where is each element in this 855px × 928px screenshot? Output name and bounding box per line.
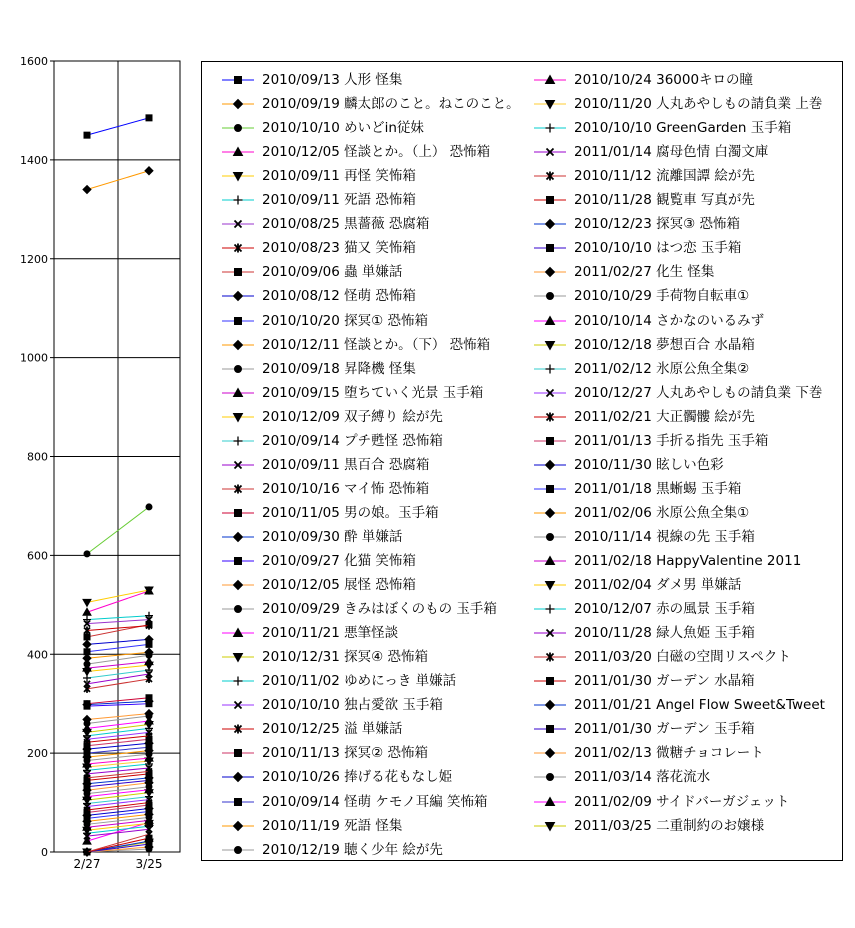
legend-swatch bbox=[220, 286, 256, 306]
legend-swatch bbox=[220, 671, 256, 691]
legend-item bbox=[532, 551, 852, 571]
legend-swatch bbox=[532, 190, 568, 210]
legend-item bbox=[532, 816, 852, 836]
line-chart bbox=[0, 0, 200, 928]
legend-label: 2010/09/29 きみはぼくのもの 玉手箱 bbox=[262, 601, 497, 618]
legend-label: 2010/12/31 探冥④ 恐怖箱 bbox=[262, 649, 428, 666]
legend-swatch bbox=[220, 840, 256, 860]
legend-swatch bbox=[220, 767, 256, 787]
legend-item bbox=[220, 94, 540, 114]
legend-item bbox=[220, 359, 540, 379]
legend-item bbox=[532, 503, 852, 523]
legend-label: 2010/08/23 猫又 笑怖箱 bbox=[262, 240, 416, 257]
legend-marker bbox=[234, 677, 243, 686]
legend-swatch bbox=[532, 70, 568, 90]
legend-label: 2010/12/11 怪談とか。（下） 恐怖箱 bbox=[262, 336, 491, 353]
legend-item bbox=[220, 840, 540, 860]
legend-swatch bbox=[532, 455, 568, 475]
legend-marker bbox=[234, 773, 243, 782]
legend-item bbox=[220, 671, 540, 691]
legend-marker bbox=[235, 269, 242, 276]
y-tick-label: 1000 bbox=[20, 351, 48, 365]
legend-swatch bbox=[220, 719, 256, 739]
legend-swatch bbox=[220, 94, 256, 114]
legend-item bbox=[532, 142, 852, 162]
legend-item bbox=[220, 767, 540, 787]
legend-label: 2011/01/30 ガーデン 玉手箱 bbox=[574, 721, 755, 738]
legend-item bbox=[220, 311, 540, 331]
legend-label: 2011/02/12 氷原公魚全集② bbox=[574, 360, 750, 377]
legend-label: 2011/03/14 落花流水 bbox=[574, 769, 711, 786]
legend-item bbox=[220, 118, 540, 138]
legend-item bbox=[532, 623, 852, 643]
x-tick-label: 3/25 bbox=[135, 857, 163, 871]
legend-swatch bbox=[532, 238, 568, 258]
legend-item bbox=[532, 767, 852, 787]
legend-item bbox=[220, 479, 540, 499]
legend-item bbox=[532, 575, 852, 595]
legend-swatch bbox=[220, 407, 256, 427]
legend-swatch bbox=[220, 311, 256, 331]
legend-label: 2010/09/19 麟太郎のこと。ねこのこと。 bbox=[262, 96, 520, 113]
legend-label: 2010/08/12 怪萌 恐怖箱 bbox=[262, 288, 416, 305]
legend-label: 2010/12/27 人丸あやしもの請負業 下巻 bbox=[574, 384, 823, 401]
data-point bbox=[84, 132, 90, 138]
legend-swatch bbox=[532, 623, 568, 643]
legend-swatch bbox=[220, 479, 256, 499]
legend-swatch bbox=[532, 575, 568, 595]
legend-label: 2010/11/28 観覧車 写真が先 bbox=[574, 192, 755, 209]
legend-label: 2010/09/18 昇降機 怪集 bbox=[262, 360, 416, 377]
legend-item bbox=[220, 551, 540, 571]
legend-swatch bbox=[220, 816, 256, 836]
legend-label: 2010/10/10 独占愛欲 玉手箱 bbox=[262, 697, 443, 714]
legend-label: 2010/10/16 マイ怖 恐怖箱 bbox=[262, 480, 430, 497]
legend-marker bbox=[234, 196, 243, 205]
legend-marker bbox=[235, 750, 242, 757]
legend-marker bbox=[547, 485, 554, 492]
legend-item bbox=[532, 743, 852, 763]
legend-swatch bbox=[220, 262, 256, 282]
y-tick-label: 800 bbox=[27, 450, 48, 464]
grid-lines bbox=[54, 61, 180, 852]
legend-swatch bbox=[220, 551, 256, 571]
legend-swatch bbox=[532, 551, 568, 571]
legend-item bbox=[220, 743, 540, 763]
legend-swatch bbox=[532, 383, 568, 403]
legend-label: 2010/09/13 人形 怪集 bbox=[262, 72, 403, 88]
legend-swatch bbox=[220, 70, 256, 90]
legend-item bbox=[220, 455, 540, 475]
legend-swatch bbox=[532, 431, 568, 451]
data-point bbox=[146, 115, 152, 121]
legend-label: 2010/12/23 探冥③ 恐怖箱 bbox=[574, 216, 740, 233]
legend-swatch bbox=[532, 792, 568, 812]
legend-label: 2010/11/13 探冥② 恐怖箱 bbox=[262, 745, 428, 762]
legend-marker bbox=[235, 846, 242, 853]
data-point bbox=[146, 695, 152, 701]
legend-marker bbox=[235, 509, 242, 516]
legend-item bbox=[220, 190, 540, 210]
legend-label: 2010/09/30 酔 単嫌話 bbox=[262, 528, 403, 545]
legend-label: 2010/11/02 ゆめにっき 単嫌話 bbox=[262, 673, 457, 690]
y-tick-label: 200 bbox=[27, 747, 48, 761]
legend-marker bbox=[234, 436, 243, 445]
x-tick-label: 2/27 bbox=[73, 857, 101, 871]
legend-swatch bbox=[532, 503, 568, 523]
legend-label: 2011/02/21 大正髑髏 絵が先 bbox=[574, 408, 755, 425]
legend-swatch bbox=[532, 335, 568, 355]
legend-item bbox=[532, 214, 852, 234]
legend-marker bbox=[546, 220, 555, 229]
legend-item bbox=[220, 503, 540, 523]
y-tick-label: 0 bbox=[41, 846, 48, 859]
legend-label: 2010/12/07 赤の風景 玉手箱 bbox=[574, 601, 755, 618]
legend-swatch bbox=[532, 262, 568, 282]
legend-label: 2011/02/18 HappyValentine 2011 bbox=[574, 553, 802, 569]
legend-marker bbox=[547, 245, 554, 252]
legend-item bbox=[532, 94, 852, 114]
legend-marker bbox=[234, 821, 243, 830]
legend-swatch bbox=[532, 695, 568, 715]
data-point bbox=[84, 551, 90, 557]
legend-swatch bbox=[220, 214, 256, 234]
legend-marker bbox=[546, 460, 555, 469]
legend-swatch bbox=[220, 118, 256, 138]
legend-label: 2010/09/15 堕ちていく光景 玉手箱 bbox=[262, 384, 484, 401]
legend-item bbox=[220, 335, 540, 355]
legend-swatch bbox=[532, 94, 568, 114]
legend-marker bbox=[234, 340, 243, 349]
legend-item bbox=[220, 431, 540, 451]
legend-swatch bbox=[532, 407, 568, 427]
legend-item bbox=[220, 214, 540, 234]
legend-marker bbox=[547, 726, 554, 733]
legend-swatch bbox=[220, 647, 256, 667]
legend-swatch bbox=[220, 527, 256, 547]
legend-marker bbox=[234, 292, 243, 301]
y-tick-label: 1600 bbox=[20, 55, 48, 68]
legend-swatch bbox=[532, 816, 568, 836]
data-point bbox=[84, 649, 90, 655]
legend-label: 2011/01/30 ガーデン 水晶箱 bbox=[574, 673, 755, 690]
legend-swatch bbox=[532, 479, 568, 499]
legend-swatch bbox=[532, 311, 568, 331]
legend-marker bbox=[546, 124, 555, 133]
legend-swatch bbox=[220, 359, 256, 379]
legend-label: 2010/09/06 蟲 単嫌話 bbox=[262, 264, 403, 281]
legend-item bbox=[220, 527, 540, 547]
legend-swatch bbox=[220, 623, 256, 643]
legend-label: 2010/12/25 溢 単嫌話 bbox=[262, 721, 403, 738]
legend-item bbox=[532, 527, 852, 547]
legend-item bbox=[532, 455, 852, 475]
legend-item bbox=[532, 166, 852, 186]
legend-swatch bbox=[220, 503, 256, 523]
legend-label: 2010/09/11 黒百合 恐腐箱 bbox=[262, 456, 430, 473]
legend-swatch bbox=[532, 527, 568, 547]
legend-swatch bbox=[532, 142, 568, 162]
legend-marker bbox=[235, 798, 242, 805]
legend-label: 2011/01/21 Angel Flow Sweet&Tweet bbox=[574, 697, 825, 714]
legend-label: 2010/09/14 プチ甦怪 恐怖箱 bbox=[262, 432, 443, 449]
legend-label: 2010/10/10 GreenGarden 玉手箱 bbox=[574, 120, 792, 137]
legend-swatch bbox=[532, 671, 568, 691]
legend-swatch bbox=[220, 792, 256, 812]
legend-marker bbox=[547, 293, 554, 300]
legend-item bbox=[220, 286, 540, 306]
data-point bbox=[84, 634, 90, 640]
legend-marker bbox=[546, 364, 555, 373]
legend-swatch bbox=[220, 383, 256, 403]
legend-marker bbox=[547, 197, 554, 204]
legend-label: 2010/10/26 捧げる花もなし姫 bbox=[262, 769, 453, 786]
legend-item bbox=[220, 792, 540, 812]
legend-item bbox=[532, 407, 852, 427]
legend-label: 2011/01/18 黒蜥蜴 玉手箱 bbox=[574, 480, 742, 497]
legend-label: 2011/02/09 サイドバーガジェット bbox=[574, 793, 790, 810]
legend-swatch bbox=[532, 118, 568, 138]
legend-label: 2010/11/28 緑人魚姫 玉手箱 bbox=[574, 625, 755, 642]
y-tick-label: 600 bbox=[27, 549, 48, 563]
legend-marker bbox=[546, 701, 555, 710]
legend-item bbox=[532, 311, 852, 331]
legend-label: 2010/11/30 眩しい色彩 bbox=[574, 456, 724, 473]
legend-label: 2010/12/19 聴く少年 絵が先 bbox=[262, 841, 443, 858]
legend-swatch bbox=[532, 767, 568, 787]
legend-label: 2010/10/10 めいどin従妹 bbox=[262, 120, 424, 137]
legend-item bbox=[220, 238, 540, 258]
legend-label: 2010/10/14 さかなのいるみず bbox=[574, 312, 765, 329]
legend-item bbox=[532, 431, 852, 451]
legend-label: 2010/11/21 悪筆怪談 bbox=[262, 625, 399, 642]
legend-item bbox=[532, 719, 852, 739]
legend-swatch bbox=[220, 575, 256, 595]
legend-item bbox=[532, 238, 852, 258]
legend-label: 2010/10/29 手荷物自転車① bbox=[574, 288, 750, 305]
legend-item bbox=[220, 623, 540, 643]
legend-marker bbox=[546, 508, 555, 517]
legend-marker bbox=[235, 77, 242, 84]
legend-marker bbox=[235, 317, 242, 324]
legend-item bbox=[532, 70, 852, 90]
legend-item bbox=[532, 118, 852, 138]
legend-marker bbox=[235, 606, 242, 613]
legend-swatch bbox=[532, 599, 568, 619]
legend-label: 2011/02/04 ダメ男 単嫌話 bbox=[574, 577, 742, 594]
legend-item bbox=[532, 479, 852, 499]
legend-swatch bbox=[220, 166, 256, 186]
legend-item bbox=[532, 335, 852, 355]
legend-marker bbox=[235, 365, 242, 372]
legend-swatch bbox=[532, 359, 568, 379]
legend-item bbox=[220, 166, 540, 186]
legend-swatch bbox=[532, 166, 568, 186]
legend-item bbox=[220, 142, 540, 162]
legend-swatch bbox=[532, 647, 568, 667]
legend-item bbox=[220, 816, 540, 836]
legend-item bbox=[532, 792, 852, 812]
legend-swatch bbox=[220, 190, 256, 210]
legend-label: 2010/09/11 再怪 笑怖箱 bbox=[262, 168, 416, 185]
legend-marker bbox=[547, 774, 554, 781]
legend-swatch bbox=[220, 335, 256, 355]
legend bbox=[201, 61, 843, 861]
legend-swatch bbox=[220, 743, 256, 763]
legend-item bbox=[532, 695, 852, 715]
legend-item bbox=[532, 359, 852, 379]
legend-marker bbox=[547, 533, 554, 540]
y-tick-label: 1400 bbox=[20, 153, 48, 167]
legend-label: 2011/02/13 微糖チョコレート bbox=[574, 745, 764, 762]
legend-item bbox=[220, 695, 540, 715]
legend-marker bbox=[234, 581, 243, 590]
legend-label: 2011/01/14 腐母色情 白濁文庫 bbox=[574, 144, 769, 161]
legend-swatch bbox=[532, 214, 568, 234]
legend-label: 2010/10/10 はつ恋 玉手箱 bbox=[574, 240, 742, 257]
legend-marker bbox=[547, 437, 554, 444]
legend-label: 2011/02/06 氷原公魚全集① bbox=[574, 504, 750, 521]
legend-item bbox=[532, 286, 852, 306]
legend-label: 2010/12/05 展怪 恐怖箱 bbox=[262, 577, 416, 594]
legend-item bbox=[532, 671, 852, 691]
legend-label: 2010/11/20 人丸あやしもの請負業 上巻 bbox=[574, 96, 823, 113]
legend-item bbox=[220, 383, 540, 403]
legend-item bbox=[220, 647, 540, 667]
legend-item bbox=[220, 407, 540, 427]
legend-swatch bbox=[220, 142, 256, 162]
legend-item bbox=[220, 262, 540, 282]
legend-swatch bbox=[220, 238, 256, 258]
data-point bbox=[84, 701, 90, 707]
legend-swatch bbox=[220, 431, 256, 451]
legend-marker bbox=[546, 268, 555, 277]
legend-label: 2010/10/20 探冥① 恐怖箱 bbox=[262, 312, 428, 329]
legend-item bbox=[532, 190, 852, 210]
legend-item bbox=[220, 719, 540, 739]
legend-swatch bbox=[220, 695, 256, 715]
legend-marker bbox=[235, 558, 242, 565]
legend-label: 2010/09/27 化猫 笑怖箱 bbox=[262, 553, 416, 569]
legend-marker bbox=[546, 605, 555, 614]
legend-label: 2010/11/05 男の娘。玉手箱 bbox=[262, 504, 439, 521]
y-tick-label: 400 bbox=[27, 648, 48, 662]
legend-item bbox=[220, 575, 540, 595]
legend-label: 2010/12/05 怪談とか。（上） 恐怖箱 bbox=[262, 144, 491, 161]
legend-marker bbox=[234, 532, 243, 541]
legend-label: 2010/12/18 夢想百合 水晶箱 bbox=[574, 336, 755, 353]
legend-label: 2011/03/25 二重制約のお嬢様 bbox=[574, 817, 765, 834]
legend-marker bbox=[547, 678, 554, 685]
legend-label: 2010/11/19 死語 怪集 bbox=[262, 817, 403, 834]
legend-label: 2011/01/13 手折る指先 玉手箱 bbox=[574, 432, 769, 449]
legend-item bbox=[532, 262, 852, 282]
data-point bbox=[146, 504, 152, 510]
legend-swatch bbox=[532, 719, 568, 739]
y-tick-label: 1200 bbox=[20, 252, 48, 266]
legend-label: 2010/09/14 怪萌 ケモノ耳編 笑怖箱 bbox=[262, 793, 488, 810]
legend-label: 2010/11/14 視線の先 玉手箱 bbox=[574, 528, 755, 545]
legend-label: 2010/08/25 黒薔薇 恐腐箱 bbox=[262, 216, 430, 233]
legend-swatch bbox=[220, 455, 256, 475]
legend-swatch bbox=[220, 599, 256, 619]
legend-marker bbox=[234, 100, 243, 109]
legend-marker bbox=[546, 749, 555, 758]
legend-item bbox=[532, 599, 852, 619]
legend-item bbox=[532, 383, 852, 403]
legend-label: 2010/09/11 死語 恐怖箱 bbox=[262, 192, 416, 209]
legend-marker bbox=[235, 125, 242, 132]
legend-label: 2010/10/24 36000キロの瞳 bbox=[574, 72, 754, 88]
legend-item bbox=[220, 599, 540, 619]
legend-label: 2010/11/12 流離国譚 絵が先 bbox=[574, 168, 755, 185]
legend-item bbox=[220, 70, 540, 90]
legend-swatch bbox=[532, 286, 568, 306]
legend-item bbox=[532, 647, 852, 667]
legend-swatch bbox=[532, 743, 568, 763]
legend-label: 2011/02/27 化生 怪集 bbox=[574, 264, 715, 281]
legend-label: 2011/03/20 白磁の空間リスペクト bbox=[574, 649, 791, 666]
legend-label: 2010/12/09 双子縛り 絵が先 bbox=[262, 408, 443, 425]
